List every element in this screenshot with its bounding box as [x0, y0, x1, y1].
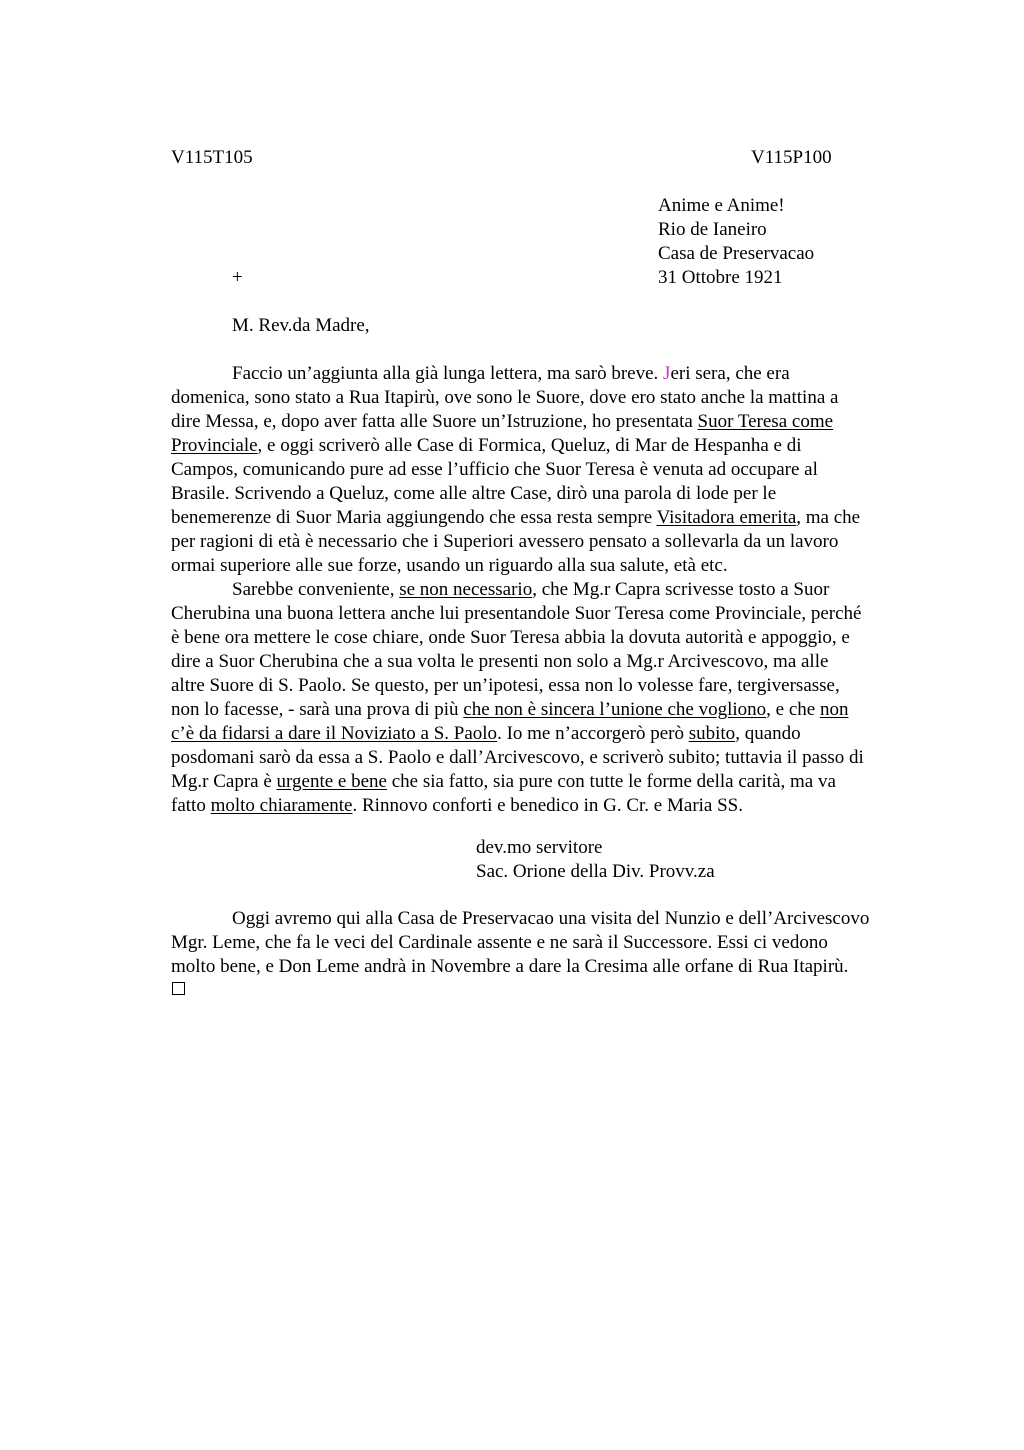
body-line: altre Suore di S. Paolo. Se questo, per un’ipotesi, essa non lo volesse fare, tergiversasse,	[171, 675, 840, 696]
salutation: M. Rev.da Madre,	[232, 315, 370, 336]
body-line: dire Messa, e, dopo aver fatta alle Suore un’Istruzione, ho presentata Suor Teresa come	[171, 411, 834, 432]
place: Casa de Preservacao	[658, 243, 815, 264]
body-line: per ragioni di età è necessario che i Superiori avessero pensato a sollevarla da un lavoro	[171, 531, 839, 552]
signature-block	[476, 836, 715, 884]
postscript-line: Oggi avremo qui alla Casa de Preservacao una visita del Nunzio e dell’Arcivescovo	[232, 908, 870, 929]
underlined-text: subito	[688, 723, 736, 744]
body-line: Mg.r Capra è urgente e bene che sia fatto, sia pure con tutte le forme della carità, ma va	[171, 771, 836, 792]
underlined-text: molto chiaramente	[210, 795, 353, 816]
body-line: c’è da fidarsi a dare il Noviziato a S. Paolo. Io me n’accorgerò però subito, quando	[171, 723, 801, 744]
underlined-text: Suor Teresa come	[697, 411, 834, 432]
underlined-text: non	[819, 699, 849, 720]
body-line: Campos, comunicando pure ad esse l’ufficio che Suor Teresa è venuta ad occupare al	[171, 459, 818, 480]
postscript-line: Mgr. Leme, che fa le veci del Cardinale assente e ne sarà il Successore. Essi ci vedono	[171, 932, 828, 953]
highlighted-letter: J	[663, 363, 671, 384]
square-box-icon	[172, 982, 185, 995]
letter-body	[171, 362, 931, 818]
postscript	[171, 907, 931, 979]
body-line: ormai superiore alle sue forze, usando un riguardo alla sua salute, età etc.	[171, 555, 728, 576]
body-line: posdomani sarò da essa a S. Paolo e dall’Arcivescovo, e scriverò subito; tuttavia il passo di	[171, 747, 864, 768]
closing: dev.mo servitore	[476, 837, 603, 858]
signer-name: Sac. Orione della Div. Provv.za	[476, 861, 715, 882]
body-line: benemerenze di Suor Maria aggiungendo che essa resta sempre Visitadora emerita, ma che	[171, 507, 861, 528]
body-line: Brasile. Scrivendo a Queluz, come alle altre Case, dirò una parola di lode per le	[171, 483, 777, 504]
underlined-text: se non necessario	[399, 579, 533, 600]
body-line: non lo facesse, - sarà una prova di più che non è sincera l’unione che vogliono, e che non	[171, 699, 849, 720]
body-line: Sarebbe conveniente, se non necessario, che Mg.r Capra scrivesse tosto a Suor	[232, 579, 830, 600]
body-line: Faccio un’aggiunta alla già lunga lettera, ma sarò breve. Jeri sera, che era	[232, 363, 790, 384]
reference-code-left: V115T105	[171, 147, 253, 168]
body-line: fatto molto chiaramente. Rinnovo conforti e benedico in G. Cr. e Maria SS.	[171, 795, 743, 816]
underlined-text: Provinciale	[171, 435, 258, 456]
underlined-text: Visitadora emerita	[656, 507, 797, 528]
body-line: è bene ora mettere le cose chiare, onde Suor Teresa abbia la dovuta autorità e appoggio, e	[171, 627, 850, 648]
body-line: domenica, sono stato a Rua Itapirù, ove sono le Suore, dove ero stato anche la mattina a	[171, 387, 839, 408]
city: Rio de Ianeiro	[658, 219, 767, 240]
underlined-text: c’è da fidarsi a dare il Noviziato a S. Paolo	[171, 723, 498, 744]
body-line: Provinciale, e oggi scriverò alle Case di Formica, Queluz, di Mar de Hespanha e di	[171, 435, 802, 456]
motto: Anime e Anime!	[658, 195, 785, 216]
body-line: dire a Suor Cherubina che a sua volta le presenti non solo a Mg.r Arcivescovo, ma alle	[171, 651, 829, 672]
reference-code-right: V115P100	[751, 147, 832, 168]
body-line: Cherubina una buona lettera anche lui presentandole Suor Teresa come Provinciale, perché	[171, 603, 862, 624]
date: 31 Ottobre 1921	[658, 267, 783, 288]
underlined-text: urgente e bene	[276, 771, 387, 792]
letter-heading	[658, 194, 814, 290]
underlined-text: che non è sincera l’unione che vogliono	[463, 699, 767, 720]
postscript-line: molto bene, e Don Leme andrà in Novembre a dare la Cresima alle orfane di Rua Itapirù.	[171, 956, 849, 977]
cross-symbol: +	[232, 267, 243, 288]
